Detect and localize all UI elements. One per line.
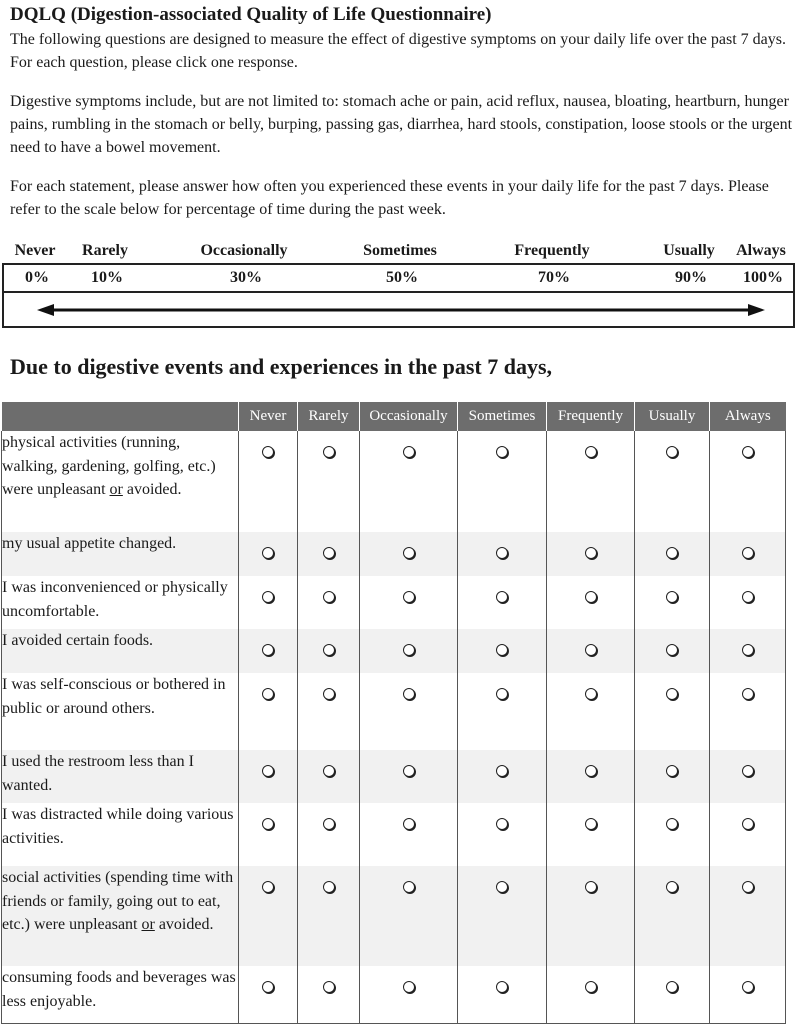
response-radio[interactable] (666, 644, 678, 656)
response-radio[interactable] (496, 644, 508, 656)
scale-percent: 70% (538, 269, 570, 286)
question-text (2, 532, 239, 576)
instructions-text: For each statement, please answer how often you experienced these events in your daily life for the past 7 days. Please refer to the scale below for percentage of time during the past week. (10, 178, 769, 218)
response-radio[interactable] (666, 981, 678, 993)
response-radio[interactable] (742, 881, 754, 893)
question-text-underlined: or (141, 916, 155, 933)
response-radio[interactable] (666, 688, 678, 700)
response-cell (635, 576, 710, 629)
page-title: DQLQ (Digestion-associated Quality of Life Questionnaire) (10, 4, 492, 25)
section-heading: Due to digestive events and experiences in the past 7 days, (10, 354, 553, 379)
response-cell (635, 532, 710, 576)
question-text-main: I avoided certain foods. (2, 632, 154, 649)
response-radio[interactable] (585, 446, 597, 458)
response-cell (635, 866, 710, 966)
response-cell (360, 803, 458, 866)
scale-label: Always (736, 242, 786, 259)
response-cell (239, 866, 298, 966)
response-cell (635, 750, 710, 803)
response-radio[interactable] (262, 881, 274, 893)
response-radio[interactable] (742, 591, 754, 603)
response-cell (635, 803, 710, 866)
response-radio[interactable] (323, 591, 335, 603)
response-radio[interactable] (403, 446, 415, 458)
response-cell (547, 750, 635, 803)
response-radio[interactable] (403, 547, 415, 559)
question-text-main: I used the restroom less than I wanted. (2, 753, 194, 794)
response-radio[interactable] (262, 765, 274, 777)
question-text (2, 629, 239, 673)
column-header: Rarely (298, 402, 360, 431)
scale-labels (0, 242, 800, 262)
response-cell (239, 966, 298, 1023)
question-row (2, 966, 786, 1023)
response-radio[interactable] (403, 644, 415, 656)
scale-percent: 10% (91, 269, 123, 286)
response-cell (360, 629, 458, 673)
response-cell (710, 966, 786, 1023)
response-cell (360, 750, 458, 803)
scale-label: Never (14, 242, 56, 259)
question-text-main: physical activities (running, walking, gardening, golfing, etc.) were unpleasant (2, 434, 216, 498)
response-cell (635, 629, 710, 673)
response-radio[interactable] (403, 981, 415, 993)
question-row (2, 803, 786, 866)
response-radio[interactable] (496, 818, 508, 830)
response-cell (547, 431, 635, 532)
column-header: Sometimes (458, 402, 547, 431)
response-cell (239, 673, 298, 750)
response-radio[interactable] (403, 818, 415, 830)
response-radio[interactable] (585, 981, 597, 993)
questionnaire-matrix (1, 402, 786, 1024)
response-cell (298, 750, 360, 803)
response-radio[interactable] (262, 981, 274, 993)
response-cell (298, 673, 360, 750)
response-cell (360, 431, 458, 532)
response-radio[interactable] (262, 591, 274, 603)
scale-label: Rarely (82, 242, 128, 259)
question-row (2, 673, 786, 750)
response-radio[interactable] (323, 981, 335, 993)
response-cell (547, 673, 635, 750)
response-radio[interactable] (323, 644, 335, 656)
response-radio[interactable] (742, 818, 754, 830)
frequency-scale (2, 263, 795, 328)
response-radio[interactable] (262, 446, 274, 458)
scale-percent: 30% (230, 269, 262, 286)
scale-percent: 100% (743, 269, 783, 286)
response-radio[interactable] (742, 981, 754, 993)
response-radio[interactable] (585, 591, 597, 603)
question-text-main: I was inconvenienced or physically uncomfortable. (2, 579, 228, 620)
matrix-header-row (2, 402, 786, 431)
symptoms-text: Digestive symptoms include, but are not limited to: stomach ache or pain, acid reflux, nausea, bloating, heartburn, hunger pains, rumbling in the stomach or belly, burping, passing gas, diarrhea, hard stools, constipation, loose stools or the urgent need to have a bowel movement. (10, 93, 793, 156)
question-text (2, 803, 239, 866)
response-radio[interactable] (585, 644, 597, 656)
response-cell (710, 532, 786, 576)
response-cell (298, 629, 360, 673)
response-radio[interactable] (742, 644, 754, 656)
response-cell (458, 750, 547, 803)
response-cell (239, 532, 298, 576)
response-cell (360, 576, 458, 629)
question-text-main: consuming foods and beverages was less enjoyable. (2, 969, 236, 1010)
response-cell (710, 673, 786, 750)
intro-text: The following questions are designed to measure the effect of digestive symptoms on your daily life over the past 7 days. For each question, please click one response. (10, 31, 786, 71)
response-cell (547, 629, 635, 673)
response-cell (458, 673, 547, 750)
response-cell (710, 750, 786, 803)
response-radio[interactable] (403, 591, 415, 603)
response-cell (360, 966, 458, 1023)
question-text (2, 431, 239, 532)
response-radio[interactable] (323, 881, 335, 893)
question-text (2, 750, 239, 803)
response-cell (458, 966, 547, 1023)
column-header: Never (239, 402, 298, 431)
question-header (2, 402, 239, 431)
response-cell (458, 576, 547, 629)
scale-percent: 0% (25, 269, 49, 286)
response-cell (635, 673, 710, 750)
column-header: Frequently (547, 402, 635, 431)
response-radio[interactable] (666, 446, 678, 458)
response-cell (635, 966, 710, 1023)
response-cell (458, 532, 547, 576)
response-radio[interactable] (496, 688, 508, 700)
question-text-main: I was distracted while doing various activities. (2, 806, 234, 847)
scale-label: Usually (663, 242, 715, 259)
response-radio[interactable] (262, 818, 274, 830)
response-radio[interactable] (403, 688, 415, 700)
response-cell (298, 576, 360, 629)
response-radio[interactable] (585, 547, 597, 559)
response-radio[interactable] (742, 547, 754, 559)
scale-percents (2, 269, 800, 289)
question-text (2, 673, 239, 750)
response-cell (710, 431, 786, 532)
response-cell (239, 576, 298, 629)
response-radio[interactable] (742, 446, 754, 458)
response-cell (298, 431, 360, 532)
response-radio[interactable] (323, 547, 335, 559)
response-cell (298, 803, 360, 866)
response-cell (298, 866, 360, 966)
response-cell (239, 629, 298, 673)
question-text-underlined: or (109, 481, 123, 498)
response-cell (298, 532, 360, 576)
response-cell (239, 431, 298, 532)
response-radio[interactable] (742, 765, 754, 777)
response-cell (458, 629, 547, 673)
question-text-end: avoided. (122, 481, 182, 498)
response-cell (635, 431, 710, 532)
response-cell (710, 803, 786, 866)
response-radio[interactable] (262, 644, 274, 656)
response-radio[interactable] (585, 818, 597, 830)
double-arrow-icon (4, 293, 793, 326)
response-radio[interactable] (496, 591, 508, 603)
column-header: Occasionally (360, 402, 458, 431)
question-row (2, 750, 786, 803)
scale-label: Occasionally (200, 242, 288, 259)
response-radio[interactable] (323, 765, 335, 777)
response-radio[interactable] (666, 818, 678, 830)
column-header: Usually (635, 402, 710, 431)
column-header: Always (710, 402, 786, 431)
response-radio[interactable] (496, 981, 508, 993)
question-row (2, 629, 786, 673)
response-cell (360, 866, 458, 966)
response-radio[interactable] (403, 881, 415, 893)
question-text (2, 866, 239, 966)
response-cell (298, 966, 360, 1023)
response-cell (239, 803, 298, 866)
response-radio[interactable] (403, 765, 415, 777)
response-radio[interactable] (496, 881, 508, 893)
response-cell (710, 629, 786, 673)
response-cell (710, 576, 786, 629)
response-cell (360, 532, 458, 576)
question-text (2, 966, 239, 1023)
question-row (2, 532, 786, 576)
response-cell (547, 866, 635, 966)
response-radio[interactable] (323, 688, 335, 700)
question-row (2, 576, 786, 629)
response-cell (547, 532, 635, 576)
response-cell (458, 866, 547, 966)
question-row (2, 866, 786, 966)
scale-percent: 50% (386, 269, 418, 286)
response-radio[interactable] (496, 765, 508, 777)
question-text-main: social activities (spending time with friends or family, going out to eat, etc.) were unpleasant (2, 869, 234, 933)
response-radio[interactable] (496, 446, 508, 458)
response-radio[interactable] (666, 547, 678, 559)
question-text-main: I was self-conscious or bothered in public or around others. (2, 676, 226, 717)
response-radio[interactable] (585, 881, 597, 893)
response-cell (547, 803, 635, 866)
response-radio[interactable] (666, 591, 678, 603)
response-cell (458, 431, 547, 532)
response-cell (458, 803, 547, 866)
question-text-main: my usual appetite changed. (2, 535, 177, 552)
response-radio[interactable] (666, 765, 678, 777)
response-cell (239, 750, 298, 803)
scale-label: Sometimes (363, 242, 437, 259)
question-text (2, 576, 239, 629)
response-radio[interactable] (496, 547, 508, 559)
response-radio[interactable] (585, 688, 597, 700)
scale-percent: 90% (675, 269, 707, 286)
response-cell (710, 866, 786, 966)
scale-label: Frequently (514, 242, 590, 259)
response-radio[interactable] (585, 765, 597, 777)
question-row (2, 431, 786, 532)
question-text-end: avoided. (154, 916, 214, 933)
response-radio[interactable] (666, 881, 678, 893)
response-cell (547, 576, 635, 629)
response-cell (547, 966, 635, 1023)
response-radio[interactable] (323, 818, 335, 830)
response-cell (360, 673, 458, 750)
response-radio[interactable] (262, 547, 274, 559)
response-radio[interactable] (323, 446, 335, 458)
response-radio[interactable] (262, 688, 274, 700)
response-radio[interactable] (742, 688, 754, 700)
